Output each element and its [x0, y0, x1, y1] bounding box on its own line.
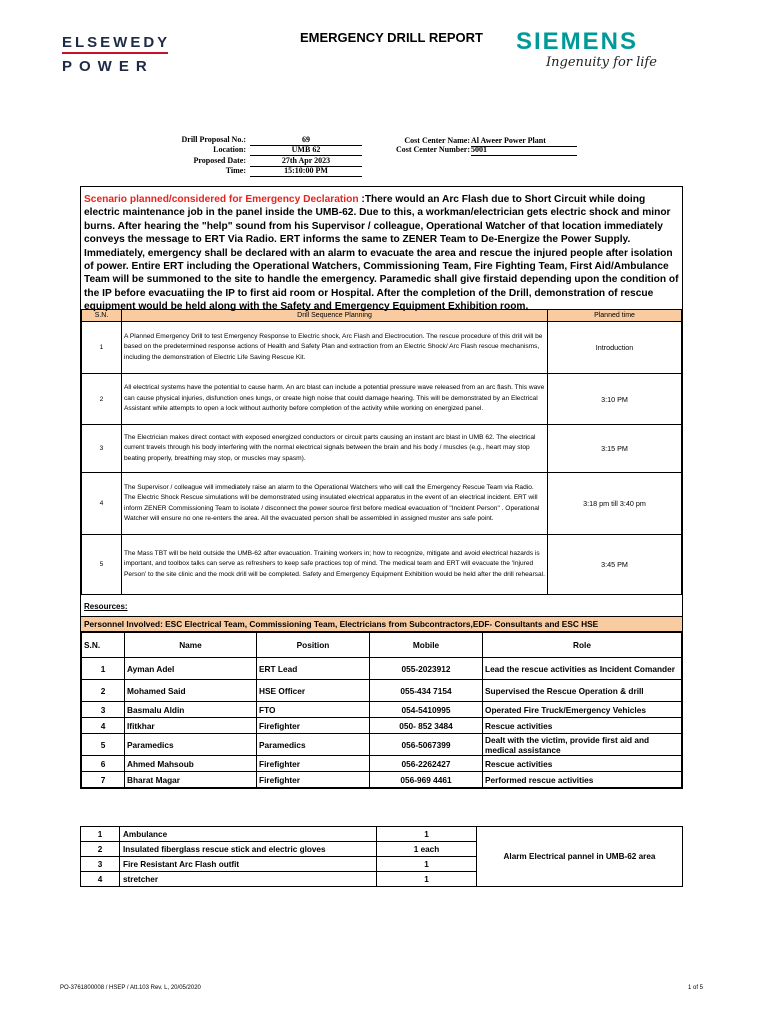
sequence-time: 3:15 PM	[548, 425, 682, 473]
equipment-item: Insulated fiberglass rescue stick and electric gloves	[120, 842, 377, 857]
personnel-name: Paramedics	[125, 734, 257, 756]
sequence-sn: 2	[82, 374, 122, 425]
personnel-position: Firefighter	[257, 718, 370, 734]
personnel-row	[82, 756, 682, 772]
sequence-time: 3:10 PM	[548, 374, 682, 425]
personnel-sn: 4	[82, 718, 125, 734]
sequence-sn: 5	[82, 535, 122, 595]
personnel-name: Mohamed Said	[125, 680, 257, 702]
resources-row	[81, 595, 682, 617]
sequence-desc: All electrical systems have the potential to cause harm. An arc blast can include a potential pressure wave released from an arc flash. This wave can cause physical injuries, disfunction ones lungs, or create high noise that could damage hearing. This will be demonstrated by an Electrical Assistant while attempts to open a lock without authority before completion of the activity while working on energized panel.	[122, 374, 548, 425]
personnel-row	[82, 772, 682, 788]
personnel-mobile: 056-969 4461	[370, 772, 483, 788]
personnel-position: FTO	[257, 702, 370, 718]
equipment-qty: 1	[377, 857, 477, 872]
scenario-paragraph	[81, 187, 682, 313]
equipment-location-note: Alarm Electrical pannel in UMB-62 area	[477, 827, 683, 887]
footer-page-number: 1 of 5	[688, 985, 704, 991]
equipment-sn: 3	[81, 857, 120, 872]
cost-center-number-label: Cost Center Number:	[395, 145, 470, 154]
sequence-sn: 1	[82, 322, 122, 374]
personnel-position: Firefighter	[257, 772, 370, 788]
personnel-row	[82, 718, 682, 734]
logo-line-2: POWER	[62, 58, 154, 75]
sequence-row	[82, 473, 682, 535]
drill-report-frame	[80, 186, 683, 789]
sequence-time: 3:45 PM	[548, 535, 682, 595]
equipment-sn: 1	[81, 827, 120, 842]
sequence-time: 3:18 pm till 3:40 pm	[548, 473, 682, 535]
drill-proposal-label: Drill Proposal No.:	[181, 135, 246, 144]
personnel-row	[82, 734, 682, 756]
sequence-desc: The Electrician makes direct contact with exposed energized conductors or circuit parts causing an instant arc blast in UMB 62. The electrical current travels through his body interfering with the normal electrical signals between the brain and his body / muscles (e.g., heart may stop beating properly, breathing may stop, or muscles may spasm).	[122, 425, 548, 473]
equipment-row	[81, 827, 683, 842]
personnel-role: Dealt with the victim, provide first aid and medical assistance	[483, 734, 682, 756]
personnel-mobile: 055-434 7154	[370, 680, 483, 702]
personnel-mobile: 055-2023912	[370, 658, 483, 680]
sequence-row	[82, 535, 682, 595]
equipment-item: Ambulance	[120, 827, 377, 842]
scenario-heading: Scenario planned/considered for Emergency Declaration	[84, 194, 359, 205]
drill-sequence-table	[81, 309, 682, 595]
personnel-sn: 6	[82, 756, 125, 772]
sequence-row	[82, 322, 682, 374]
sequence-desc: The Mass TBT will be held outside the UMB-62 after evacuation. Training workers in; how to recognize, mitigate and avoid electrical hazards is important, and toolbox talks can serve as refreshers to keep safe practices top of mind. The medical team and ERT will evacuate the 'Injured Person' to the site clinic and the mock drill will be completed. Safety and Emergency Equipment Exhibition would be held after the drill rehearsal.	[122, 535, 548, 595]
location-value: UMB 62	[250, 145, 362, 156]
equipment-table	[80, 826, 683, 887]
equipment-sn: 2	[81, 842, 120, 857]
personnel-sn: 3	[82, 702, 125, 718]
personnel-name: Ahmed Mahsoub	[125, 756, 257, 772]
personnel-role: Lead the rescue activities as Incident Comander	[483, 658, 682, 680]
proposed-date-value: 27th Apr 2023	[250, 156, 362, 167]
drill-proposal-value: 69	[250, 135, 362, 146]
sequence-row	[82, 374, 682, 425]
personnel-sn: 2	[82, 680, 125, 702]
personnel-header-name: Name	[125, 633, 257, 658]
personnel-mobile: 056-2262427	[370, 756, 483, 772]
sequence-header-planning: Drill Sequence Planning	[122, 310, 548, 322]
report-title: EMERGENCY DRILL REPORT	[300, 30, 483, 45]
sequence-row	[82, 425, 682, 473]
personnel-name: Ayman Adel	[125, 658, 257, 680]
equipment-qty: 1	[377, 872, 477, 887]
personnel-position: Paramedics	[257, 734, 370, 756]
personnel-position: HSE Officer	[257, 680, 370, 702]
personnel-sn: 1	[82, 658, 125, 680]
proposed-date-label: Proposed Date:	[193, 156, 246, 165]
siemens-logo: SIEMENS	[516, 28, 639, 55]
time-label: Time:	[225, 166, 246, 175]
personnel-involved-banner: Personnel Involved: ESC Electrical Team, Commissioning Team, Electricians from Subcontractors,EDF- Consultants and ESC HSE	[81, 617, 682, 632]
personnel-sn: 7	[82, 772, 125, 788]
sequence-sn: 4	[82, 473, 122, 535]
logo-line-1: ELSEWEDY	[62, 34, 171, 51]
personnel-position: ERT Lead	[257, 658, 370, 680]
personnel-role: Performed rescue activities	[483, 772, 682, 788]
elsewedy-power-logo	[62, 34, 170, 75]
logo-red-bar	[62, 52, 168, 54]
personnel-header-mobile: Mobile	[370, 633, 483, 658]
personnel-name: Bharat Magar	[125, 772, 257, 788]
footer-document-reference: PO-3761800008 / HSEP / Att.103 Rev. L, 20/05/2020	[60, 985, 201, 991]
personnel-header-sn: S.N.	[82, 633, 125, 658]
personnel-row	[82, 658, 682, 680]
personnel-mobile: 056-5067399	[370, 734, 483, 756]
personnel-table	[81, 632, 682, 788]
equipment-qty: 1	[377, 827, 477, 842]
cost-center-number-value: 5001	[471, 145, 577, 156]
scenario-text: :There would an Arc Flash due to Short Circuit while doing electric maintenance job in the panel inside the UMB-62. Due to this, a workman/electrician gets electric shock and minor burns. After hearing the "help" sound from his Supervisor / colleague, Operational Watcher of that location immediately conveys the message to ERT Via Radio. ERT informs the same to ZENER Team to De-Energize the Power Supply. Immediately, emergency shall be declared with an alarm to evacuate the area and rescue the injured people after isolation of power. Entire ERT including the Operational Watchers, Commissioning Team, Fire Fighting Team, First Aid/Ambulance Team will be summoned to the site to handle the emergency. Paramedic shall give firstaid depending upon the condition of the IP before evacuatiing the IP to first aid room or Hospital. After the completion of the Drill, demonstration of rescue equipment would be held along with the Safety and Emergency Equipment Exhibition room.	[84, 194, 679, 313]
sequence-sn: 3	[82, 425, 122, 473]
personnel-row	[82, 680, 682, 702]
equipment-item: Fire Resistant Arc Flash outfit	[120, 857, 377, 872]
personnel-role: Rescue activities	[483, 718, 682, 734]
personnel-mobile: 050- 852 3484	[370, 718, 483, 734]
equipment-item: stretcher	[120, 872, 377, 887]
personnel-role: Operated Fire Truck/Emergency Vehicles	[483, 702, 682, 718]
sequence-time: Introduction	[548, 322, 682, 374]
equipment-sn: 4	[81, 872, 120, 887]
sequence-header-sn: S.N.	[82, 310, 122, 322]
sequence-desc: The Supervisor / colleague will immediately raise an alarm to the Operational Watchers who will call the Emergency Rescue Team via Radio. The Electric Shock Rescue simulations will be demonstrated using insulated electrical apparatus in the event of an electrical incident. ERT will inform ZENER Commissioning Team to isolate / disconnect the power source first before medical evacuation of "Incident Person" . Operational Watcher will ensure no one re-enters the area. All the evacuated person shall be assembled in assigned muster ans safe point.	[122, 473, 548, 535]
resources-label: Resources:	[84, 602, 128, 611]
personnel-row	[82, 702, 682, 718]
personnel-sn: 5	[82, 734, 125, 756]
personnel-role: Supervised the Rescue Operation & drill	[483, 680, 682, 702]
personnel-mobile: 054-5410995	[370, 702, 483, 718]
sequence-desc: A Planned Emergency Drill to test Emergency Response to Electric shock, Arc Flash and Electrocution. The rescue procedure of this drill will be based on the predetermined response actions of Health and Safety Plan and extraction from an Electric Shock/ Arc Flash rescue mechanisms, including the demonstration of Electric Life Saving Rescue Kit.	[122, 322, 548, 374]
personnel-header-row	[82, 633, 682, 658]
personnel-header-role: Role	[483, 633, 682, 658]
time-value: 15:10:00 PM	[250, 166, 362, 177]
personnel-role: Rescue activities	[483, 756, 682, 772]
cost-center-name-label: Cost Center Name:	[404, 136, 470, 145]
personnel-position: Firefighter	[257, 756, 370, 772]
location-label: Location:	[213, 145, 246, 154]
sequence-header-time: Planned time	[548, 310, 682, 322]
equipment-qty: 1 each	[377, 842, 477, 857]
personnel-name: Ifitkhar	[125, 718, 257, 734]
personnel-name: Basmalu Aldin	[125, 702, 257, 718]
siemens-tagline: Ingenuity for life	[546, 55, 657, 70]
cost-center-name-value: Al Aweer Power Plant	[471, 136, 577, 147]
personnel-header-position: Position	[257, 633, 370, 658]
